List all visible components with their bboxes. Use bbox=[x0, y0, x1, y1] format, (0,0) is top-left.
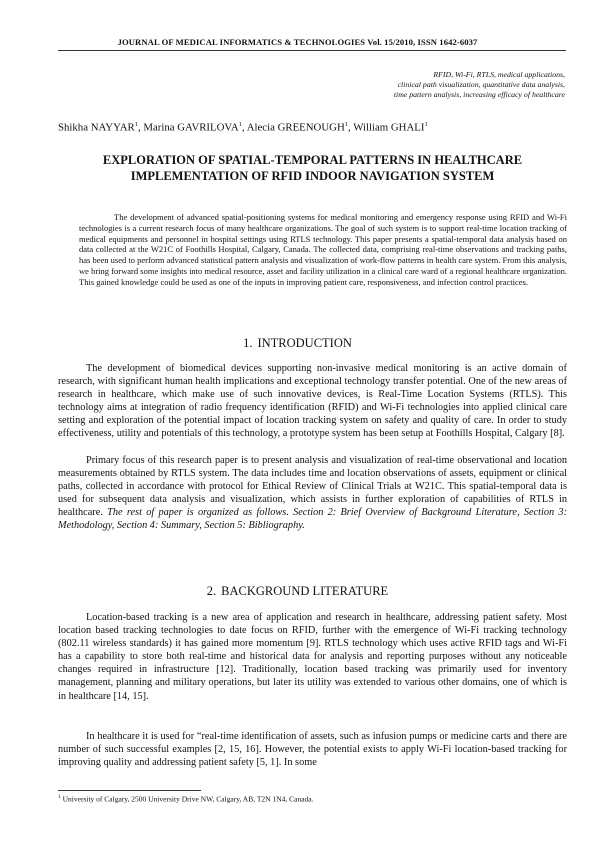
author-separator: , bbox=[348, 121, 354, 134]
body-paragraph bbox=[58, 730, 567, 769]
section-number: 1. bbox=[243, 336, 253, 350]
footnote-text: University of Calgary, 2500 University Drive NW, Calgary, AB, T2N 1N4, Canada. bbox=[62, 794, 314, 804]
author-name: Shikha NAYYAR bbox=[58, 121, 135, 134]
author-name: Marina GAVRILOVA bbox=[143, 121, 239, 134]
keywords-line: clinical path visualization, quantitative data analysis, bbox=[397, 80, 565, 89]
section-title: INTRODUCTION bbox=[257, 336, 352, 350]
footnote bbox=[58, 794, 314, 804]
footnote-mark: 1 bbox=[58, 794, 61, 800]
body-paragraph bbox=[58, 362, 567, 441]
body-paragraph bbox=[58, 454, 567, 533]
paragraph-text: In healthcare it is used for “real-time identification of assets, such as infusion pumps or medicine carts and there are number of such successful examples [2, 15, 16]. However, the potential exists to apply Wi-Fi location-based tracking for improving quality and addressing patient safety [5, 1]. In some bbox=[58, 731, 567, 769]
affiliation-mark: 1 bbox=[424, 121, 428, 128]
section-heading-introduction bbox=[0, 336, 595, 351]
affiliation-mark: 1 bbox=[238, 121, 242, 128]
paragraph-text: The development of biomedical devices supporting non-invasive medical monitoring is an active domain of research, with significant human health implications and exceptional technology transfer potential. One of the new areas of research in healthcare, which make use of such innovative devices, is Real-Time Location Systems (RTLS). This technology aims at integration of radio frequency identification (RFID) and Wi-Fi technologies into applied clinical care setting and exploration of the potential impact of location tracking system on safety and quality of care. In order to study effectiveness, utility and potentials of this technology, a prototype system has been setup at Foothills Hospital, Calgary [8]. bbox=[58, 363, 567, 440]
paragraph-text: Primary focus of this research paper is to present analysis and visualization of real-time observational and location measurements obtained by RTLS system. The data includes time and location observations of assets, equipment or clinical paths, collected in accordance with protocol for Ethical Review of Clinical Trials at W21C. This spatial-temporal data is used for subsequent data analysis and visualization, which assists in further exploration of capabilities of RTLS in healthcare. bbox=[58, 455, 567, 519]
affiliation-mark: 1 bbox=[134, 121, 138, 128]
paragraph-text: Location-based tracking is a new area of application and research in healthcare, addressing patient safety. Most location based tracking technologies to date focus on RFID, further with the emergence of Wi-Fi tracking technology (802.11 wireless standards) it has gained more momentum [9]. RTLS technology which uses active RFID tags and Wi-Fi has a capability to store both real-time and historical data for analysis and reporting purposes without any noticeable changes required in infrastructure [12]. Traditionally, location based tracking was primarily used for inventory management, planning and military operations, but later its utility was extended to various other domains, one of which is in healthcare [14, 15]. bbox=[58, 612, 567, 702]
paragraph-italic-text: The rest of paper is organized as follows. Section 2: Brief Overview of Background Literature, Section 3: Methodology, Section 4: Summary, Section 5: Bibliography. bbox=[58, 507, 567, 532]
author-separator: , bbox=[137, 121, 144, 134]
title-line: EXPLORATION OF SPATIAL-TEMPORAL PATTERNS IN HEALTHCARE bbox=[102, 153, 523, 167]
author-name: William GHALI bbox=[353, 121, 425, 134]
section-heading-background bbox=[0, 584, 595, 599]
body-paragraph bbox=[58, 611, 567, 703]
section-title: BACKGROUND LITERATURE bbox=[221, 584, 389, 598]
author-separator: , bbox=[241, 121, 247, 134]
keywords-line: time pattern analysis, increasing efficacy of healthcare bbox=[393, 90, 565, 99]
title-line: IMPLEMENTATION OF RFID INDOOR NAVIGATION SYSTEM bbox=[130, 168, 495, 183]
keywords-line: RFID, Wi-Fi, RTLS, medical applications, bbox=[433, 70, 565, 79]
paper-title bbox=[60, 153, 565, 184]
affiliation-mark: 1 bbox=[344, 121, 349, 128]
footnote-rule bbox=[58, 790, 201, 791]
author-list bbox=[58, 121, 428, 134]
abstract: The development of advanced spatial-positioning systems for medical monitoring and emergency response using RFID and Wi-Fi technologies is a current research focus of many healthcare organizations. The goal of such system is to support real-time location tracking of medical equipments and personnel in hospital settings using RTLS technology. This paper presents a spatial-temporal data analysis based on data collected at the W21C of Foothills Hospital, Calgary, Canada. The collected data, comprising real-time observations and tracking paths, has been used to perform advanced statistical pattern analysis and visualization of work-flow patterns in health care system. From this analysis, we bring forward some insights into medical resource, asset and facility utilization in a clinical care ward of a regional healthcare organization. This gained knowledge could be used as one of the inputs in improving patient care, responsiveness, and infection control practices. bbox=[79, 212, 567, 287]
author-name: Alecia GREENOUGH bbox=[246, 121, 345, 134]
keywords-block bbox=[285, 70, 565, 100]
running-header: JOURNAL OF MEDICAL INFORMATICS & TECHNOLOGIES Vol. 15/2010, ISSN 1642-6037 bbox=[117, 37, 478, 47]
header-rule bbox=[58, 50, 566, 51]
section-number: 2. bbox=[206, 584, 217, 598]
